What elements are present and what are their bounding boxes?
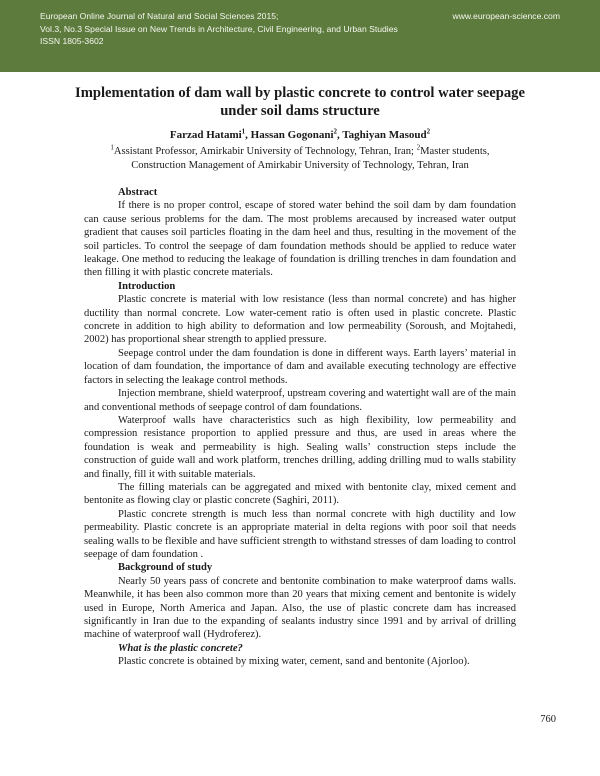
intro-paragraph: Plastic concrete is material with low resistance (less than normal concrete) and has higher ductility than normal concrete. Low water-cement ratio is often used in plastic concrete. Plastic concrete in addition to high ability to deformation and low permeability (Soroush, and Mojtahedi, 2002) has proportional shear strength to applied pressure. <box>84 294 516 346</box>
paper-body <box>84 186 516 669</box>
introduction-heading: Introduction <box>118 280 176 292</box>
author-2-affil: 2 <box>333 127 338 136</box>
journal-website: www.european-science.com <box>452 11 560 21</box>
intro-paragraph: Injection membrane, shield waterproof, upstream covering and watertight wall are of the main and conventional methods of seepage control of dam foundations. <box>84 388 516 413</box>
author-3: Taghiyan Masoud <box>342 129 427 141</box>
journal-header-banner <box>0 0 600 72</box>
affiliations: $^1$Assistant Professor, Amirkabir University of Technology, Tehran, Iran; $^2$Master students, Construction Management of Amirkabir University of Technology, Tehran, Iran <box>60 145 540 172</box>
abstract-text: If there is no proper control, escape of stored water behind the soil dam by dam foundation can cause serious problems for the dam. The most problems arecaused by increased water output gradient that causes soil particles floating in the dam heel and thus, resulting in the movement of the soil particles. To control the seepage of dam foundation methods should be applied to reduce water leakage. One method to reducing the leakage of foundation is drilling trenches in dam foundation and then filling it with plastic concrete materials. <box>84 200 516 279</box>
journal-issue: Vol.3, No.3 Special Issue on New Trends in Architecture, Civil Engineering, and Urban Studies <box>40 23 398 34</box>
intro-paragraph: Plastic concrete strength is much less than normal concrete with high ductility and low permeability. Plastic concrete is an appropriate material in delta regions with poor soil that needs sealing walls to be flexible and have sufficient strength to withstand stresses of dam loading to control seepage of dam foundation . <box>84 508 516 560</box>
affiliation-2-cont: Construction Management of Amirkabir University of Technology, Tehran, Iran <box>131 159 469 171</box>
affiliation-2: Master students, <box>420 146 490 157</box>
what-is-text: Plastic concrete is obtained by mixing water, cement, sand and bentonite (Ajorloo). <box>118 656 470 668</box>
author-2: Hassan Gogonani <box>250 129 334 141</box>
author-list: Farzad Hatami$^1$, Hassan Gogonani$^2$, Taghiyan Masoud$^2$ <box>169 127 431 141</box>
what-is-heading: What is the plastic concrete? <box>118 642 243 654</box>
journal-issn: ISSN 1805-3602 <box>40 36 104 46</box>
author-3-affil: 2 <box>426 127 431 136</box>
page-number: 760 <box>540 714 556 725</box>
author-1-affil: 1 <box>241 127 246 136</box>
intro-paragraph: Waterproof walls have characteristics such as high flexibility, low permeability and compression resistance proportion to applied pressure and thus, are used in areas where the foundation is weak and permeability is high. Sealing walls’ construction steps include the construction of guide wall and work platform, trenches drilling, adding drilling mud to walls stability and finally, fill it with suitable materials. <box>84 414 516 480</box>
abstract-heading: Abstract <box>118 187 158 198</box>
paper-title: Implementation of dam wall by plastic concrete to control water seepage under soil dams structure <box>75 85 525 119</box>
intro-paragraph: The filling materials can be aggregated and mixed with bentonite clay, mixed cement and bentonite as flowing clay or plastic concrete (Saghiri, 2011). <box>84 481 516 507</box>
intro-paragraph: Seepage control under the dam foundation is done in different ways. Earth layers’ material in location of dam foundation, the importance of dam and available executing technology are effective factors in selecting the leakage control methods. <box>84 347 516 386</box>
affiliation-1: Assistant Professor, Amirkabir University of Technology, Tehran, Iran; <box>113 146 417 157</box>
background-heading: Background of study <box>118 562 213 574</box>
background-text: Nearly 50 years pass of concrete and bentonite combination to make waterproof dams walls. Meanwhile, it has been also common more than 20 years that mixing cement and bentonite is widely used in Europe, North America and Japan. Also, the use of plastic concrete dam has increased significantly in Iran due to the expanding of sealants industry since 1991 and by arrival of drilling machine of waterproof wall (Hydroferez). <box>84 575 516 641</box>
author-1: Farzad Hatami <box>169 129 242 141</box>
journal-name: European Online Journal of Natural and Social Sciences 2015; <box>40 11 279 21</box>
